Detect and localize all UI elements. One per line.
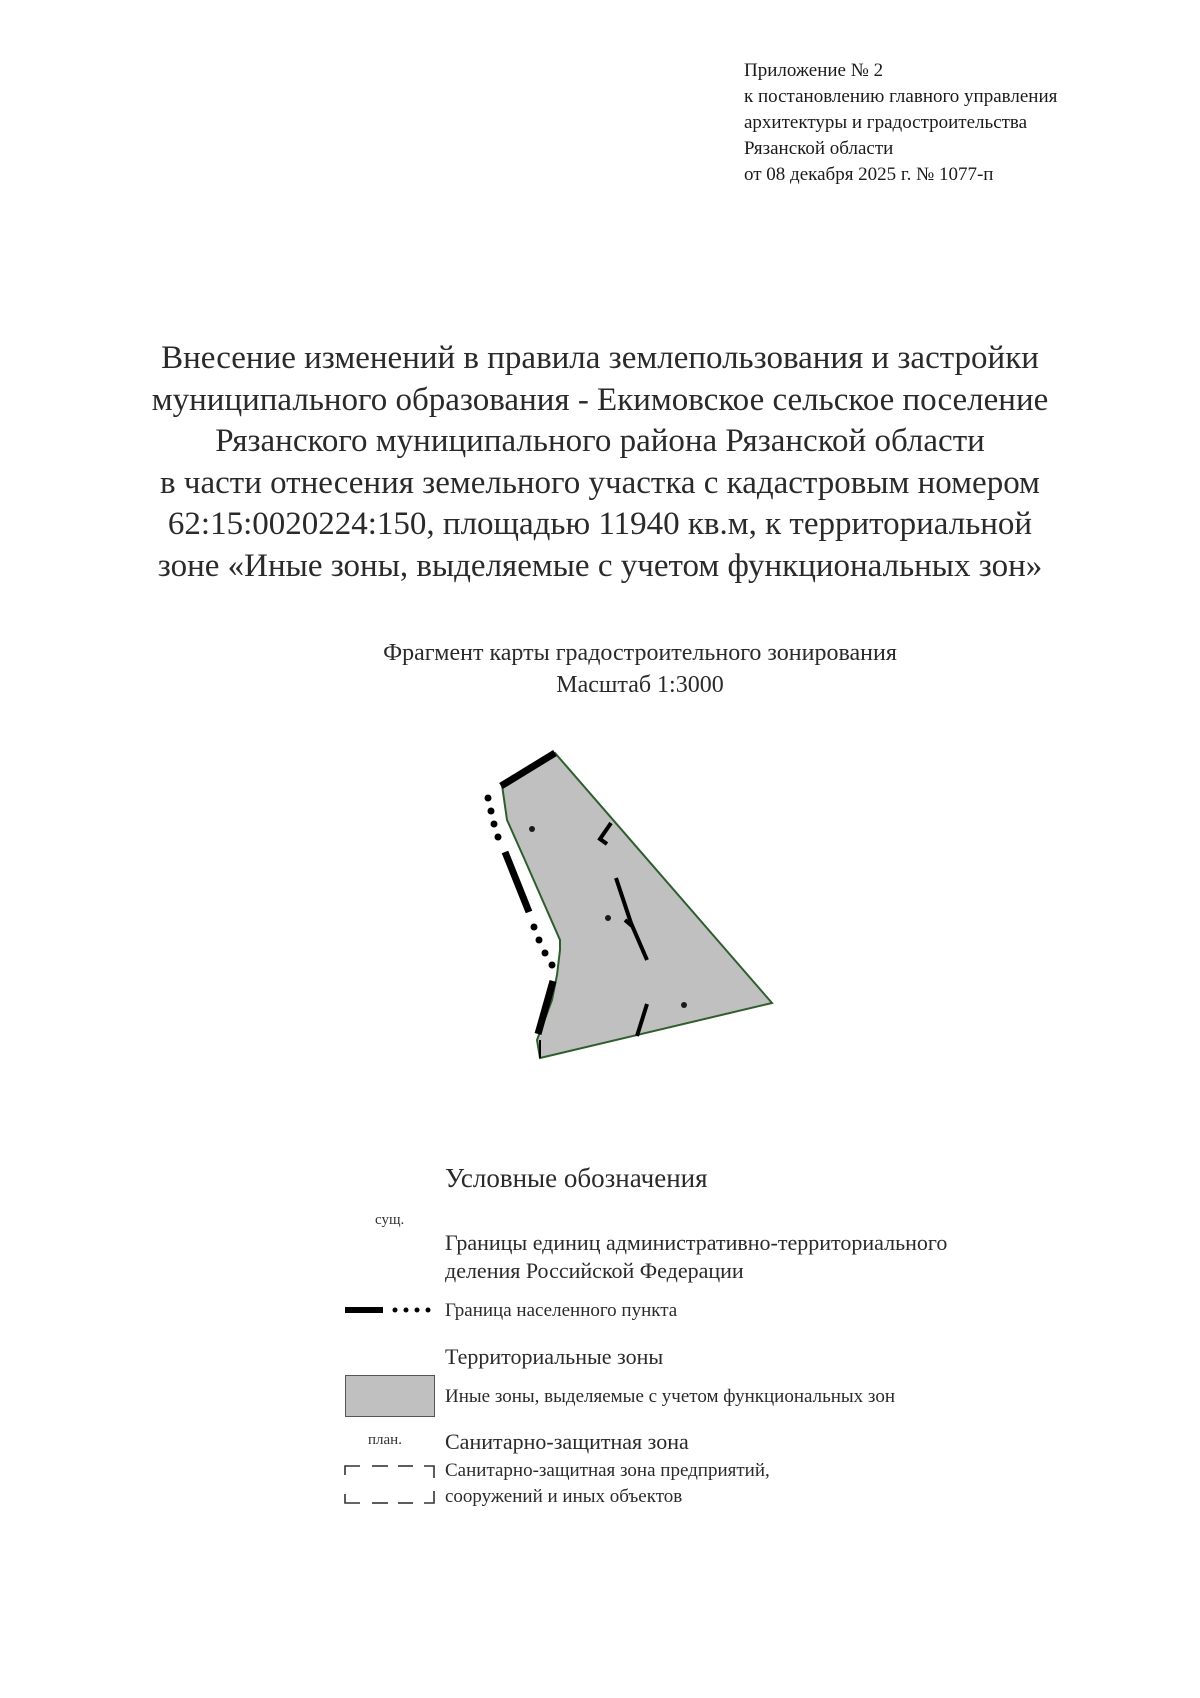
boundary-dot: [549, 962, 556, 969]
appendix-line: от 08 декабря 2025 г. № 1077-п: [744, 164, 994, 185]
appendix-line: к постановлению главного управления: [744, 86, 1058, 107]
boundary-dot: [542, 950, 549, 957]
title-line: в части отнесения земельного участка с кадастровым номером: [160, 464, 1040, 501]
title-line: муниципального образования - Екимовское сельское поселение: [151, 381, 1049, 418]
boundary-dot: [485, 795, 492, 802]
legend-sanitary-heading: Санитарно-защитная зона: [445, 1429, 689, 1454]
point-marker: [681, 1002, 687, 1008]
legend-zones-heading: Территориальные зоны: [445, 1344, 664, 1369]
boundary-dot: [531, 924, 538, 931]
title-line: Рязанского муниципального района Рязанской области: [215, 423, 985, 459]
legend-sanitary-symbol: [345, 1466, 434, 1503]
point-marker: [529, 826, 535, 832]
title-line: Внесение изменений в правила землепользования и застройки: [161, 340, 1039, 376]
map-scale: Масштаб 1:3000: [556, 672, 724, 698]
title-line: зоне «Иные зоны, выделяемые с учетом функциональных зон»: [157, 547, 1043, 584]
legend-admin-abbr: сущ.: [375, 1212, 405, 1228]
legend-sanitary-label-2: сооружений и иных объектов: [445, 1486, 683, 1507]
legend-zone-label: Иные зоны, выделяемые с учетом функциональных зон: [445, 1386, 895, 1407]
boundary-dot: [488, 808, 495, 815]
legend-admin-label-2: деления Российской Федерации: [445, 1258, 744, 1283]
legend-sanitary-label-1: Санитарно-защитная зона предприятий,: [445, 1460, 770, 1481]
legend-settlement-label: Граница населенного пункта: [445, 1300, 678, 1321]
boundary-dot: [536, 937, 543, 944]
appendix-line: архитектуры и градостроительства: [744, 112, 1028, 133]
boundary-dot: [495, 834, 502, 841]
appendix-line: Рязанской области: [744, 138, 894, 159]
boundary-dot: [491, 821, 498, 828]
legend-zone-swatch: [345, 1375, 435, 1417]
map-caption-title: Фрагмент карты градостроительного зонирования: [383, 640, 897, 666]
legend-settlement-symbol: [345, 1308, 431, 1313]
title-line: 62:15:0020224:150, площадью 11940 кв.м, к территориальной: [167, 506, 1033, 542]
legend-plan-abbr: план.: [368, 1432, 402, 1448]
legend-heading: Условные обозначения: [445, 1163, 708, 1193]
legend-admin-label-1: Границы единиц административно-территориального: [445, 1230, 948, 1255]
point-marker: [605, 915, 611, 921]
appendix-line: Приложение № 2: [744, 60, 884, 81]
